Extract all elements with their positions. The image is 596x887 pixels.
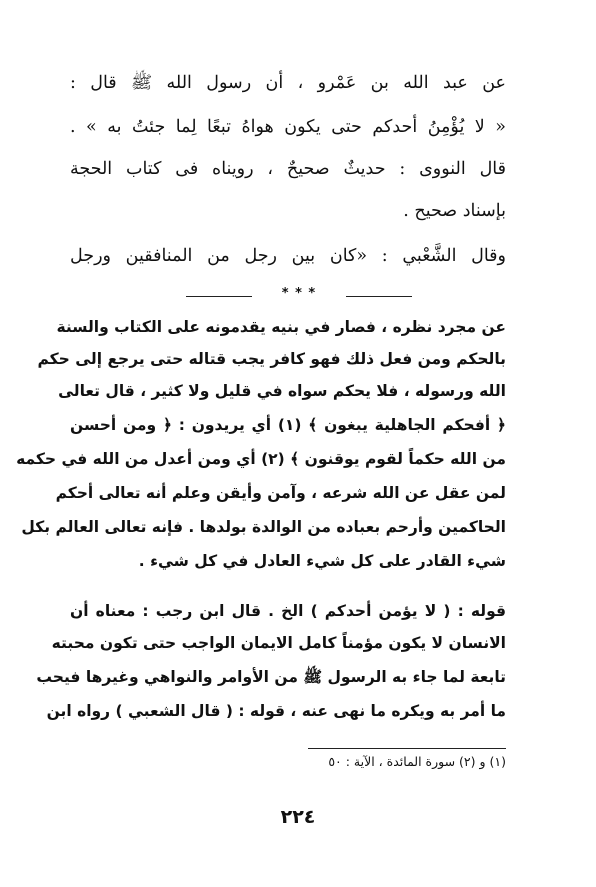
commentary-line: بالحكم ومن فعل ذلك فهو كافر يجب قتاله حتى يرجع إلى حكم xyxy=(37,350,506,368)
commentary-line: شيء القادر على كل شيء العادل في كل شيء . xyxy=(138,552,506,570)
commentary-line: لمن عقل عن الله شرعه ، وآمن وأيقن وعلم أنه تعالى أحكم xyxy=(55,484,506,502)
section-separator xyxy=(0,286,596,306)
commentary-line: ﴿ أفحكم الجاهلية يبغون ﴾ (١) أي يريدون : ﴿ ومن أحسن xyxy=(70,416,506,434)
commentary-line: الله ورسوله ، فلا يحكم سواه في قليل ولا كثير ، قال تعالى xyxy=(58,382,506,400)
commentary-line: تابعة لما جاء به الرسول ﷺ من الأوامر والنواهي وغيرها فيحب xyxy=(36,668,506,686)
commentary-line: عن مجرد نظره ، فصار في بنيه يقدمونه على الكتاب والسنة xyxy=(56,318,506,336)
commentary-line: الانسان لا يكون مؤمناً كامل الايمان الواجب حتى تكون محبته xyxy=(51,634,506,652)
separator-stars: * * * xyxy=(281,286,317,301)
separator-rule-left xyxy=(186,296,252,297)
commentary-line: الحاكمين وأرحم بعباده من الوالدة بولدها . فإنه تعالى العالم بكل xyxy=(21,518,506,536)
commentary-line: من الله حكماً لقوم يوقنون ﴾ (٢) أي ومن أعدل من الله في حكمه xyxy=(16,450,506,468)
hadith-line: قال النووى : حديثٌ صحيحٌ ، رويناه فى كتاب الحجة xyxy=(70,159,506,179)
hadith-line: بإسناد صحيح . xyxy=(403,201,506,221)
footnote: (١) و (٢) سورة المائدة ، الآية : ٥٠ xyxy=(328,754,506,769)
hadith-line: « لا يُؤْمِنُ أحدكم حتى يكون هواهُ تبعًا لِما جئتُ به » . xyxy=(70,117,506,137)
page-number: ٢٢٤ xyxy=(280,806,316,828)
commentary-line: قوله : ( لا يؤمن أحدكم ) الخ . قال ابن رجب : معناه أن xyxy=(70,602,506,620)
separator-rule-right xyxy=(346,296,412,297)
commentary-line: ما أمر به ويكره ما نهى عنه ، قوله : ( قال الشعبي ) رواه ابن xyxy=(46,702,506,720)
hadith-line: عن عبد الله بن عَمْرو ، أن رسول الله ﷺ قال : xyxy=(70,73,506,93)
footnote-rule xyxy=(308,748,506,749)
next-chapter-line: وقال الشَّعْبي : «كان بين رجل من المنافقين ورجل xyxy=(70,246,506,266)
